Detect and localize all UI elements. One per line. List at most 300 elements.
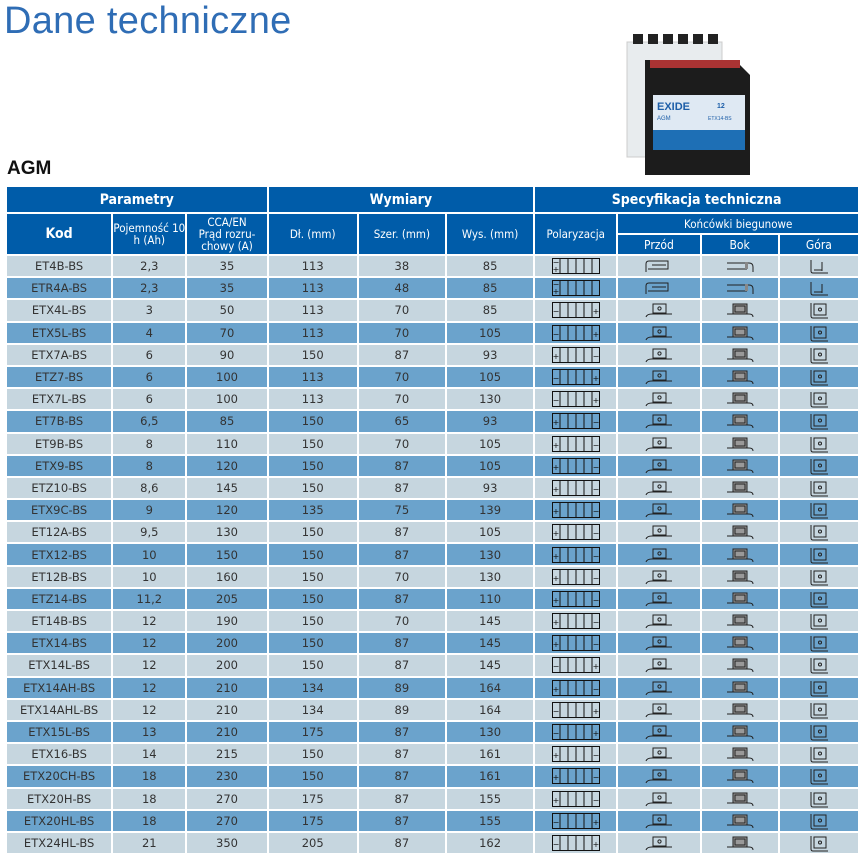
svg-text:+: + <box>552 351 560 361</box>
svg-text:−: − <box>552 307 560 317</box>
cell-length: 150 <box>269 478 357 498</box>
polarity-plus-left-icon <box>535 411 616 431</box>
cell-height: 162 <box>447 833 533 853</box>
polarity-plus-left-icon <box>535 589 616 609</box>
voltage-label: 12 <box>717 103 725 110</box>
terminal-side-bolt-icon <box>702 567 778 587</box>
polarity-plus-left-icon <box>535 633 616 653</box>
cell-width: 38 <box>359 256 445 276</box>
terminal-front-bolt-icon <box>618 478 699 498</box>
svg-text:+: + <box>592 396 600 406</box>
svg-text:+: + <box>592 817 600 827</box>
terminal-top-bolt-icon <box>780 655 858 675</box>
terminal-front-flat-icon <box>618 256 699 276</box>
cell-height: 105 <box>447 456 533 476</box>
polarity-minus-left-icon <box>535 833 616 853</box>
svg-text:+: + <box>552 773 560 783</box>
svg-text:−: − <box>592 795 600 805</box>
terminal-top-bolt-icon <box>780 567 858 587</box>
cell-code: ETX9C-BS <box>7 500 111 520</box>
cell-width: 70 <box>359 434 445 454</box>
polarity-plus-left-icon <box>535 434 616 454</box>
cell-cca: 35 <box>187 278 266 298</box>
cell-code: ETX20HL-BS <box>7 811 111 831</box>
polarity-plus-left-icon <box>535 500 616 520</box>
svg-text:+: + <box>552 418 560 428</box>
svg-text:−: − <box>552 839 560 849</box>
terminal-front-flat-icon <box>618 278 699 298</box>
terminal-top-bolt-icon <box>780 500 858 520</box>
svg-text:+: + <box>552 440 560 450</box>
polarity-plus-left-icon <box>535 456 616 476</box>
terminal-front-bolt-icon <box>618 389 699 409</box>
terminal-front-bolt-icon <box>618 633 699 653</box>
terminal-top-bolt-icon <box>780 544 858 564</box>
cell-length: 134 <box>269 678 357 698</box>
cell-height: 93 <box>447 478 533 498</box>
cell-code: ETX14AHL-BS <box>7 700 111 720</box>
cell-cca: 210 <box>187 678 266 698</box>
svg-text:+: + <box>552 573 560 583</box>
cell-code: ETX5L-BS <box>7 323 111 343</box>
header-front: Przód <box>618 235 699 254</box>
header-side: Bok <box>702 235 778 254</box>
table-row <box>7 633 858 653</box>
cell-capacity: 12 <box>113 633 185 653</box>
svg-text:−: − <box>592 484 600 494</box>
cell-width: 89 <box>359 700 445 720</box>
cell-width: 87 <box>359 633 445 653</box>
cell-width: 87 <box>359 544 445 564</box>
cell-capacity: 9 <box>113 500 185 520</box>
terminal-top-bolt-icon <box>780 722 858 742</box>
cell-width: 87 <box>359 789 445 809</box>
terminal-front-bolt-icon <box>618 300 699 320</box>
terminal-top-bolt-icon <box>780 367 858 387</box>
svg-text:+: + <box>592 706 600 716</box>
svg-text:+: + <box>552 551 560 561</box>
svg-text:−: − <box>592 684 600 694</box>
svg-text:+: + <box>552 751 560 761</box>
terminal-top-bolt-icon <box>780 611 858 631</box>
cell-height: 130 <box>447 389 533 409</box>
table-row <box>7 700 858 720</box>
battery-type-label: AGM <box>657 116 671 122</box>
cell-height: 93 <box>447 411 533 431</box>
cell-width: 87 <box>359 345 445 365</box>
cell-capacity: 12 <box>113 700 185 720</box>
terminal-side-bolt-icon <box>702 411 778 431</box>
svg-text:−: − <box>592 418 600 428</box>
cell-width: 48 <box>359 278 445 298</box>
terminal-front-bolt-icon <box>618 833 699 853</box>
terminal-front-bolt-icon <box>618 789 699 809</box>
model-label: ETX14-BS <box>708 116 732 122</box>
header-cca-line2: Prąd rozru- <box>198 227 256 241</box>
terminal-side-bolt-icon <box>702 744 778 764</box>
terminal-top-bolt-icon <box>780 766 858 786</box>
cell-cca: 70 <box>187 323 266 343</box>
table-row <box>7 589 858 609</box>
cell-code: ETZ10-BS <box>7 478 111 498</box>
terminal-top-bolt-icon <box>780 456 858 476</box>
cell-length: 150 <box>269 766 357 786</box>
cell-code: ETX7A-BS <box>7 345 111 365</box>
svg-text:+: + <box>592 662 600 672</box>
cell-code: ETX20H-BS <box>7 789 111 809</box>
svg-text:−: − <box>592 573 600 583</box>
polarity-plus-left-icon <box>535 744 616 764</box>
terminal-front-bolt-icon <box>618 811 699 831</box>
cell-capacity: 2,3 <box>113 256 185 276</box>
table-row <box>7 411 858 431</box>
cell-height: 155 <box>447 789 533 809</box>
polarity-minus-left-icon <box>535 367 616 387</box>
svg-text:−: − <box>552 374 560 384</box>
cell-length: 150 <box>269 345 357 365</box>
terminal-side-bolt-icon <box>702 833 778 853</box>
cell-cca: 210 <box>187 700 266 720</box>
terminal-side-bolt-icon <box>702 544 778 564</box>
cell-length: 113 <box>269 323 357 343</box>
terminal-front-bolt-icon <box>618 722 699 742</box>
cell-code: ET12A-BS <box>7 522 111 542</box>
terminal-top-bolt-icon <box>780 389 858 409</box>
cell-capacity: 13 <box>113 722 185 742</box>
cell-width: 87 <box>359 456 445 476</box>
table-body <box>7 256 858 853</box>
cell-capacity: 10 <box>113 544 185 564</box>
cell-height: 85 <box>447 300 533 320</box>
cell-length: 150 <box>269 611 357 631</box>
cell-height: 145 <box>447 611 533 631</box>
cell-capacity: 3 <box>113 300 185 320</box>
cell-width: 70 <box>359 567 445 587</box>
svg-text:−: − <box>592 462 600 472</box>
cell-width: 70 <box>359 367 445 387</box>
svg-text:−: − <box>592 751 600 761</box>
polarity-plus-left-icon <box>535 478 616 498</box>
cell-width: 87 <box>359 833 445 853</box>
terminal-top-bolt-icon <box>780 345 858 365</box>
cell-cca: 160 <box>187 567 266 587</box>
terminal-top-bolt-icon <box>780 434 858 454</box>
cell-code: ETX24HL-BS <box>7 833 111 853</box>
cell-code: ETX20CH-BS <box>7 766 111 786</box>
cell-cca: 210 <box>187 722 266 742</box>
polarity-plus-left-icon <box>535 611 616 631</box>
table-row <box>7 744 858 764</box>
cell-cca: 270 <box>187 789 266 809</box>
header-kod: Kod <box>7 214 111 254</box>
cell-length: 150 <box>269 411 357 431</box>
terminal-side-bolt-icon <box>702 323 778 343</box>
cell-length: 150 <box>269 434 357 454</box>
cell-cca: 215 <box>187 744 266 764</box>
terminal-top-bolt-icon <box>780 323 858 343</box>
terminal-side-bolt-icon <box>702 655 778 675</box>
table-row <box>7 434 858 454</box>
terminal-side-bolt-icon <box>702 789 778 809</box>
cell-length: 135 <box>269 500 357 520</box>
svg-text:+: + <box>552 684 560 694</box>
terminal-side-bolt-icon <box>702 811 778 831</box>
terminal-side-bolt-icon <box>702 522 778 542</box>
cell-width: 70 <box>359 323 445 343</box>
cell-length: 150 <box>269 589 357 609</box>
header-cca-line3: chowy (A) <box>201 239 253 253</box>
polarity-stacked-icon <box>535 256 616 276</box>
terminal-front-bolt-icon <box>618 411 699 431</box>
cell-length: 150 <box>269 456 357 476</box>
terminal-side-bolt-icon <box>702 456 778 476</box>
table-row <box>7 345 858 365</box>
terminal-front-bolt-icon <box>618 700 699 720</box>
cell-cca: 190 <box>187 611 266 631</box>
cell-height: 161 <box>447 766 533 786</box>
svg-text:−: − <box>592 551 600 561</box>
polarity-minus-left-icon <box>535 722 616 742</box>
svg-text:+: + <box>592 729 600 739</box>
terminal-top-bolt-icon <box>780 678 858 698</box>
cell-length: 134 <box>269 700 357 720</box>
cell-height: 130 <box>447 722 533 742</box>
terminal-side-bolt-icon <box>702 345 778 365</box>
table-row <box>7 367 858 387</box>
terminal-top-bolt-icon <box>780 300 858 320</box>
cell-width: 70 <box>359 389 445 409</box>
terminal-side-bolt-icon <box>702 678 778 698</box>
cell-code: ETX14-BS <box>7 633 111 653</box>
cell-code: ET7B-BS <box>7 411 111 431</box>
svg-text:+: + <box>592 839 600 849</box>
cell-height: 145 <box>447 633 533 653</box>
table-row <box>7 678 858 698</box>
cell-code: ETX7L-BS <box>7 389 111 409</box>
table-row <box>7 722 858 742</box>
cell-width: 87 <box>359 522 445 542</box>
svg-text:−: − <box>552 396 560 406</box>
cell-height: 130 <box>447 567 533 587</box>
cell-cca: 270 <box>187 811 266 831</box>
cell-capacity: 6,5 <box>113 411 185 431</box>
cell-height: 110 <box>447 589 533 609</box>
polarity-plus-left-icon <box>535 789 616 809</box>
terminal-front-bolt-icon <box>618 766 699 786</box>
cell-cca: 85 <box>187 411 266 431</box>
terminal-side-bolt-icon <box>702 478 778 498</box>
svg-text:+: + <box>552 484 560 494</box>
cell-width: 87 <box>359 655 445 675</box>
cell-width: 87 <box>359 811 445 831</box>
header-cca-line1: CCA/EN <box>207 215 247 229</box>
terminal-side-bolt-icon <box>702 700 778 720</box>
svg-text:−: − <box>592 773 600 783</box>
cell-height: 155 <box>447 811 533 831</box>
cell-width: 87 <box>359 589 445 609</box>
cell-capacity: 12 <box>113 611 185 631</box>
table-row <box>7 544 858 564</box>
svg-text:+: + <box>552 795 560 805</box>
cell-code: ET14B-BS <box>7 611 111 631</box>
terminal-top-bolt-icon <box>780 522 858 542</box>
svg-text:−: − <box>552 280 560 290</box>
cell-capacity: 12 <box>113 678 185 698</box>
battery-product-image <box>625 30 825 180</box>
svg-text:+: + <box>592 374 600 384</box>
cell-length: 205 <box>269 833 357 853</box>
svg-text:+: + <box>552 618 560 628</box>
cell-length: 175 <box>269 789 357 809</box>
header-terminals: Końcówki biegunowe <box>618 214 858 233</box>
svg-text:−: − <box>592 507 600 517</box>
cell-length: 150 <box>269 544 357 564</box>
svg-text:−: − <box>552 817 560 827</box>
table-row <box>7 611 858 631</box>
table-row <box>7 766 858 786</box>
svg-text:+: + <box>552 529 560 539</box>
svg-text:+: + <box>552 507 560 517</box>
cell-length: 113 <box>269 256 357 276</box>
terminal-front-bolt-icon <box>618 655 699 675</box>
table-row <box>7 655 858 675</box>
terminal-front-bolt-icon <box>618 345 699 365</box>
polarity-minus-left-icon <box>535 811 616 831</box>
terminal-top-bolt-icon <box>780 811 858 831</box>
svg-text:−: − <box>552 329 560 339</box>
table-row <box>7 833 858 853</box>
cell-height: 139 <box>447 500 533 520</box>
cell-code: ETX16-BS <box>7 744 111 764</box>
polarity-plus-left-icon <box>535 766 616 786</box>
group-header-params: Parametry <box>7 187 267 212</box>
terminal-side-flat-icon <box>702 256 778 276</box>
terminal-side-bolt-icon <box>702 589 778 609</box>
cell-cca: 120 <box>187 500 266 520</box>
terminal-side-flat-icon <box>702 278 778 298</box>
svg-text:−: − <box>552 729 560 739</box>
header-top: Góra <box>780 235 858 254</box>
terminal-top-bolt-icon <box>780 789 858 809</box>
terminal-side-bolt-icon <box>702 434 778 454</box>
terminal-front-bolt-icon <box>618 567 699 587</box>
terminal-front-bolt-icon <box>618 744 699 764</box>
terminal-front-bolt-icon <box>618 456 699 476</box>
group-header-dims: Wymiary <box>269 187 534 212</box>
svg-text:−: − <box>552 662 560 672</box>
cell-cca: 100 <box>187 389 266 409</box>
svg-text:+: + <box>552 265 560 275</box>
terminal-top-bolt-icon <box>780 633 858 653</box>
terminal-top-bolt-icon <box>780 478 858 498</box>
cell-capacity: 4 <box>113 323 185 343</box>
svg-text:−: − <box>552 706 560 716</box>
cell-height: 105 <box>447 522 533 542</box>
cell-height: 105 <box>447 323 533 343</box>
terminal-top-flat-icon <box>780 278 858 298</box>
cell-code: ETX9-BS <box>7 456 111 476</box>
cell-code: ETX14AH-BS <box>7 678 111 698</box>
cell-length: 150 <box>269 655 357 675</box>
terminal-front-bolt-icon <box>618 544 699 564</box>
cell-code: ETZ14-BS <box>7 589 111 609</box>
technical-data-table <box>5 185 860 855</box>
cell-height: 130 <box>447 544 533 564</box>
svg-text:−: − <box>592 351 600 361</box>
polarity-plus-left-icon <box>535 522 616 542</box>
terminal-top-bolt-icon <box>780 700 858 720</box>
polarity-plus-left-icon <box>535 678 616 698</box>
polarity-minus-left-icon <box>535 323 616 343</box>
cell-cca: 230 <box>187 766 266 786</box>
cell-length: 113 <box>269 278 357 298</box>
svg-text:+: + <box>552 462 560 472</box>
cell-width: 87 <box>359 478 445 498</box>
terminal-side-bolt-icon <box>702 500 778 520</box>
svg-text:−: − <box>592 618 600 628</box>
header-width: Szer. (mm) <box>359 214 445 254</box>
cell-length: 113 <box>269 367 357 387</box>
cell-capacity: 12 <box>113 655 185 675</box>
cell-capacity: 21 <box>113 833 185 853</box>
header-polarity: Polaryzacja <box>535 214 616 254</box>
cell-height: 105 <box>447 434 533 454</box>
cell-capacity: 8,6 <box>113 478 185 498</box>
table-row <box>7 811 858 831</box>
svg-text:+: + <box>592 329 600 339</box>
cell-length: 175 <box>269 722 357 742</box>
cell-length: 150 <box>269 522 357 542</box>
terminal-front-bolt-icon <box>618 611 699 631</box>
terminal-front-bolt-icon <box>618 500 699 520</box>
table-row <box>7 522 858 542</box>
svg-text:+: + <box>592 307 600 317</box>
cell-capacity: 10 <box>113 567 185 587</box>
terminal-side-bolt-icon <box>702 633 778 653</box>
cell-code: ETX12-BS <box>7 544 111 564</box>
cell-cca: 120 <box>187 456 266 476</box>
polarity-stacked-icon <box>535 278 616 298</box>
polarity-plus-left-icon <box>535 345 616 365</box>
polarity-minus-left-icon <box>535 700 616 720</box>
terminal-side-bolt-icon <box>702 766 778 786</box>
table-row <box>7 323 858 343</box>
cell-height: 164 <box>447 678 533 698</box>
svg-text:−: − <box>592 640 600 650</box>
cell-capacity: 18 <box>113 789 185 809</box>
cell-length: 175 <box>269 811 357 831</box>
table-row <box>7 389 858 409</box>
cell-length: 150 <box>269 567 357 587</box>
cell-width: 75 <box>359 500 445 520</box>
svg-text:−: − <box>592 595 600 605</box>
cell-capacity: 2,3 <box>113 278 185 298</box>
terminal-side-bolt-icon <box>702 367 778 387</box>
polarity-plus-left-icon <box>535 567 616 587</box>
polarity-minus-left-icon <box>535 389 616 409</box>
cell-width: 70 <box>359 300 445 320</box>
svg-text:−: − <box>592 440 600 450</box>
terminal-front-bolt-icon <box>618 323 699 343</box>
cell-code: ET4B-BS <box>7 256 111 276</box>
cell-cca: 205 <box>187 589 266 609</box>
cell-code: ETX4L-BS <box>7 300 111 320</box>
cell-cca: 130 <box>187 522 266 542</box>
terminal-front-bolt-icon <box>618 589 699 609</box>
cell-width: 87 <box>359 722 445 742</box>
cell-height: 93 <box>447 345 533 365</box>
terminal-front-bolt-icon <box>618 522 699 542</box>
